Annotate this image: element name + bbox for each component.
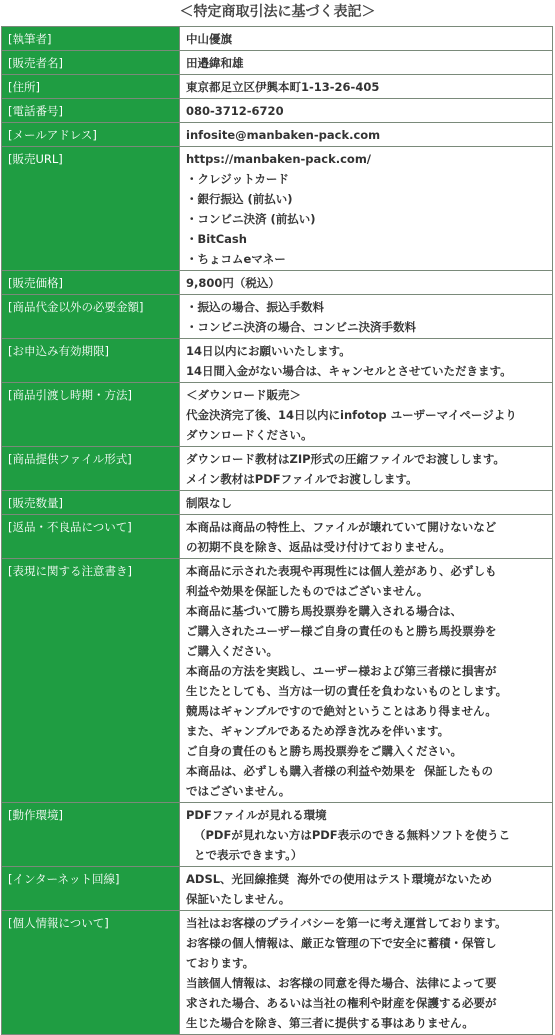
value-line: ・コンビニ決済 (前払い) — [186, 212, 316, 226]
table-row — [2, 515, 553, 559]
value-line: 代金決済完了後、14日以内にinfotop ユーザーマイページより — [186, 408, 517, 422]
value-line: ADSL、光回線推奨 海外での使用はテスト環境がないため — [186, 872, 493, 886]
value-line: ご購入されたユーザー様ご自身の責任のもと勝ち馬投票券を — [186, 624, 497, 638]
row-value — [180, 559, 553, 803]
value-line: また、ギャンブルであるため浮き沈みを伴います。 — [186, 724, 450, 738]
value-line: 本商品に基づいて勝ち馬投票券を購入される場合は、 — [186, 604, 462, 618]
value-line: 14日以内にお願いいたします。 — [186, 344, 351, 358]
value-line: ご自身の責任のもと勝ち馬投票券をご購入ください。 — [186, 744, 462, 758]
row-value — [180, 123, 553, 147]
value-line: お客様の個人情報は、厳正な管理の下で安全に蓄積・保管し — [186, 936, 497, 950]
value-line: 本商品は、必ずしも購入者様の利益や効果を 保証したもの — [186, 764, 494, 778]
row-value — [180, 295, 553, 339]
value-line: 当社はお客様のプライバシーを第一に考え運営しております。 — [186, 916, 507, 930]
table-row — [2, 339, 553, 383]
row-label: [販売者名] — [2, 51, 180, 75]
value-line: 保証いたしません。 — [186, 892, 291, 906]
value-line: とで表示できます。） — [194, 848, 303, 862]
value-line: ・コンビニ決済の場合、コンビニ決済手数料 — [186, 320, 416, 334]
table-row — [2, 559, 553, 803]
value-line: ております。 — [186, 956, 255, 970]
value-line: ダウンロードください。 — [186, 428, 313, 442]
row-value — [180, 491, 553, 515]
row-label: [インターネット回線] — [2, 867, 180, 911]
row-label: [商品代金以外の必要金額] — [2, 295, 180, 339]
legal-notice-table — [1, 26, 553, 1035]
value-line: ・銀行振込 (前払い) — [186, 192, 293, 206]
value-line: ダウンロード教材はZIP形式の圧縮ファイルでお渡しします。 — [186, 452, 505, 466]
value-line: 9,800円（税込） — [186, 276, 280, 290]
value-line: 東京都足立区伊興本町1-13-26-405 — [186, 80, 380, 94]
email-link[interactable]: infosite@manbaken-pack.com — [186, 128, 381, 142]
table-row — [2, 383, 553, 447]
table-row — [2, 911, 553, 1035]
value-line: ＜ダウンロード販売＞ — [186, 388, 301, 402]
row-value — [180, 339, 553, 383]
row-label: [販売URL] — [2, 147, 180, 271]
row-label: [住所] — [2, 75, 180, 99]
row-label: [商品引渡し時期・方法] — [2, 383, 180, 447]
value-line: 本商品に示された表現や再現性には個人差があり、必ずしも — [186, 564, 497, 578]
row-value — [180, 75, 553, 99]
value-line: ・振込の場合、振込手数料 — [186, 300, 324, 314]
value-line: （PDFが見れない方はPDF表示のできる無料ソフトを使うこ — [194, 828, 511, 842]
table-row — [2, 75, 553, 99]
row-value — [180, 911, 553, 1035]
table-row — [2, 491, 553, 515]
sales-url-link[interactable]: https://manbaken-pack.com/ — [186, 152, 372, 166]
row-value — [180, 271, 553, 295]
value-line: 中山優旗 — [186, 32, 232, 46]
value-line: PDFファイルが見れる環境 — [186, 808, 327, 822]
table-row — [2, 99, 553, 123]
row-value — [180, 51, 553, 75]
row-label: [動作環境] — [2, 803, 180, 867]
row-value — [180, 27, 553, 51]
table-row — [2, 147, 553, 271]
table-row — [2, 27, 553, 51]
value-line: 080-3712-6720 — [186, 104, 284, 118]
value-line: 14日間入金がない場合は、キャンセルとさせていただきます。 — [186, 364, 512, 378]
row-label: [商品提供ファイル形式] — [2, 447, 180, 491]
value-line: 本商品の方法を実践し、ユーザー様および第三者様に損害が — [186, 664, 497, 678]
value-line: メイン教材はPDFファイルでお渡しします。 — [186, 472, 418, 486]
value-line: 当該個人情報は、お客様の同意を得た場合、法律によって要 — [186, 976, 497, 990]
row-value — [180, 515, 553, 559]
value-line: 生じた場合を除き、第三者に提供する事はありません。 — [186, 1016, 474, 1030]
table-row — [2, 447, 553, 491]
value-line: ・ちょコムeマネー — [186, 252, 286, 266]
value-line: 制限なし — [186, 496, 232, 510]
table-row — [2, 867, 553, 911]
table-row — [2, 271, 553, 295]
page-title: ＜特定商取引法に基づく表記＞ — [179, 4, 376, 20]
value-line: 利益や効果を保証したものではございません。 — [186, 584, 429, 598]
row-value — [180, 383, 553, 447]
row-value — [180, 99, 553, 123]
row-label: [表現に関する注意書き] — [2, 559, 180, 803]
table-row — [2, 51, 553, 75]
row-value — [180, 147, 553, 271]
table-row — [2, 295, 553, 339]
row-label: [販売数量] — [2, 491, 180, 515]
row-label: [執筆者] — [2, 27, 180, 51]
value-line: 生じたとしても、当方は一切の責任を負わないものとします。 — [186, 684, 508, 698]
value-line: ではございません。 — [186, 784, 291, 798]
row-label: [電話番号] — [2, 99, 180, 123]
row-label: [お申込み有効期限] — [2, 339, 180, 383]
value-line: 競馬はギャンブルですので絶対ということはあり得ません。 — [186, 704, 497, 718]
value-line: の初期不良を除き、返品は受け付けておりません。 — [186, 540, 451, 554]
row-label: [販売価格] — [2, 271, 180, 295]
row-value — [180, 803, 553, 867]
row-value — [180, 447, 553, 491]
row-label: [返品・不良品について] — [2, 515, 180, 559]
value-line: 本商品は商品の特性上、ファイルが壊れていて開けないなど — [186, 520, 497, 534]
value-line: 求された場合、あるいは当社の権利や財産を保護する必要が — [186, 996, 497, 1010]
value-line: ・BitCash — [186, 232, 247, 246]
value-line: 田邉緯和雄 — [186, 56, 244, 70]
value-line: ・クレジットカード — [186, 172, 289, 186]
row-label: [個人情報について] — [2, 911, 180, 1035]
value-line: ご購入ください。 — [186, 644, 278, 658]
table-row — [2, 803, 553, 867]
row-label: [メールアドレス] — [2, 123, 180, 147]
row-value — [180, 867, 553, 911]
table-row — [2, 123, 553, 147]
legal-notice-table-body — [2, 27, 553, 1035]
